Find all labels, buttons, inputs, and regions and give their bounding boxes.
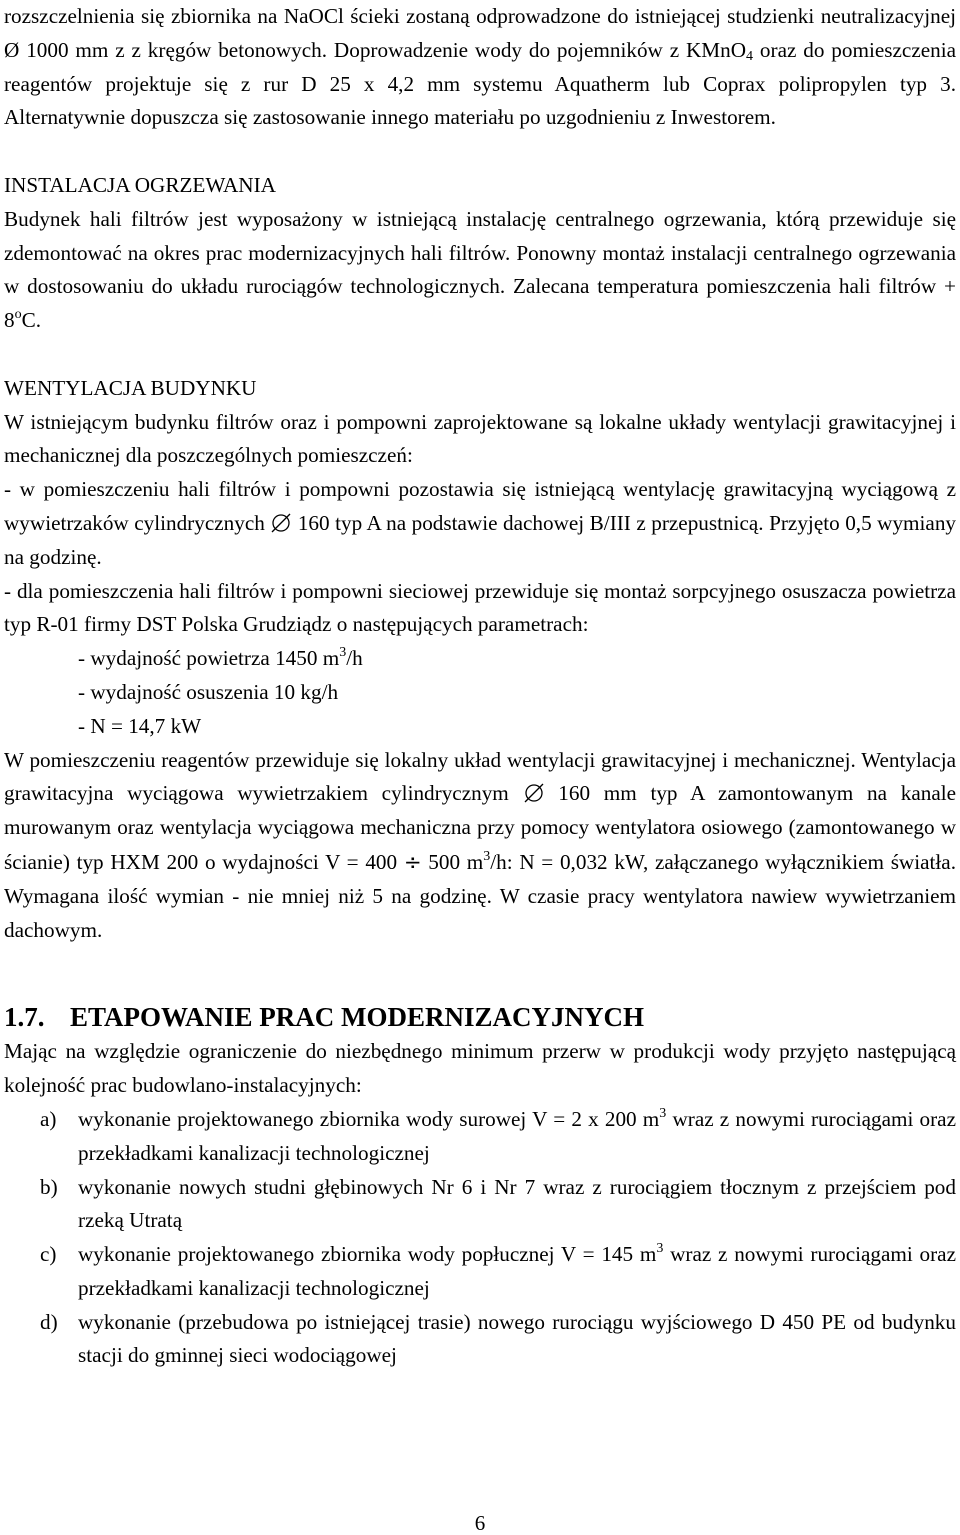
list-item-text: wykonanie (przebudowa po istniejącej trasie) nowego rurociągu wyjściowego D 450 PE od budynku stacji do gminnej sieci wodociągowej — [78, 1309, 956, 1368]
section-title — [4, 999, 956, 1035]
heating-heading: INSTALACJA OGRZEWANIA — [4, 172, 276, 197]
vent-p2-text-b: 160 typ A na podstawie dachowej B/III z przepustnicą. Przyjęto 0,5 wymiany na godzinę. — [4, 510, 957, 569]
list-marker: b) — [40, 1174, 58, 1199]
list-item-text: wykonanie projektowanego zbiornika wody popłucznej V = 145 m — [78, 1242, 657, 1267]
section-number: 1.7. — [4, 1002, 45, 1033]
vent-p4-text-a: W pomieszczeniu reagentów przewiduje się lokalny układ wentylacji grawitacyjnej i mechanicznej. Wentylacja grawitacyjna wyciągowa wywietrzakiem cylindrycznym — [4, 747, 956, 806]
param-airflow-text: - wydajność powietrza 1450 m — [78, 646, 340, 671]
param-power: - N = 14,7 kW — [78, 713, 202, 738]
page-number: 6 — [474, 1511, 486, 1535]
param-drying: - wydajność osuszenia 10 kg/h — [78, 679, 339, 704]
heating-text: Budynek hali filtrów jest wyposażony w istniejącą instalację centralnego ogrzewania, którą przewiduje się zdemontować na okres prac modernizacyjnych hali filtrów. Ponowny montaż instalacji centralnego ogrzewania w dostosowaniu do układu rurociągów technologicznych. Zalecana temperatura pomieszczenia hali filtrów + 8 — [4, 206, 956, 333]
ventilation-paragraph-3: - dla pomieszczenia hali filtrów i pompowni sieciowej przewiduje się montaż sorpcyjnego osuszacza powietrza typ R-01 firmy DST Polska Grudziądz o następujących parametrach: — [4, 578, 956, 637]
vent-p4-text-b: 160 mm typ A zamontowanym na kanale murowanym oraz wentylacja wyciągowa mechaniczna przy pomocy wentylatora osiowego (zamontowanego w ścianie) typ HXM 200 o wydajności V = 400 — [4, 781, 957, 874]
diameter-symbol: Ø — [4, 37, 20, 62]
cubic-superscript: 3 — [339, 645, 347, 661]
intro-text-1: rozszczelnienia się zbiornika na NaOCl ścieki zostaną odprowadzone do istniejącej studzienki neutralizacyjnej — [4, 4, 956, 28]
heating-paragraph — [4, 203, 956, 338]
vent-p2-text-a: - w pomieszczeniu hali filtrów i pompowni pozostawia się istniejącą wentylację grawitacyjną wyciągową z wywietrzaków cylindrycznych — [4, 477, 956, 535]
section-intro: Mając na względzie ograniczenie do niezbędnego minimum przerw w produkcji wody przyjęto następującą kolejność prac budowlano-instalacyjnych: — [4, 1039, 956, 1098]
empty-set-diameter-icon — [270, 513, 292, 533]
division-symbol: ÷ — [403, 848, 422, 874]
subscript-4: 4 — [746, 48, 754, 64]
empty-set-diameter-icon — [523, 783, 545, 803]
intro-text-3: oraz do pomieszczenia reagentów projektuje się z rur D 25 x 4,2 mm systemu Aquatherm lub Coprax polipropylen typ 3. Alternatywnie dopuszcza się zastosowanie innego materiału po uzgodnieniu z Inwestorem. — [4, 37, 957, 130]
list-item-text-2: wraz z nowymi rurociągami oraz przekładkami kanalizacji technologicznej — [78, 1106, 956, 1165]
cubic-superscript: 3 — [483, 848, 491, 864]
vent-p4-text-c: 500 m — [428, 849, 484, 874]
list-marker: d) — [40, 1309, 58, 1334]
list-item — [4, 1238, 956, 1306]
section-title-text: ETAPOWANIE PRAC MODERNIZACYJNYCH — [70, 1002, 645, 1033]
intro-text-2: 1000 mm z z kręgów betonowych. Doprowadzenie wody do pojemników z KMnO — [26, 37, 747, 62]
ventilation-paragraph-4 — [4, 744, 956, 948]
list-item-text-2: wraz z nowymi rurociągami oraz przekładkami kanalizacji technologicznej — [78, 1242, 956, 1300]
stage-list — [4, 1103, 956, 1373]
ventilation-paragraph-2 — [4, 473, 956, 574]
list-item — [4, 1103, 956, 1171]
list-item-text: wykonanie projektowanego zbiornika wody surowej V = 2 x 200 m — [78, 1106, 660, 1131]
list-item-text: wykonanie nowych studni głębinowych Nr 6 i Nr 7 wraz z rurociągiem tłocznym z przejściem pod rzeką Utratą — [78, 1174, 956, 1233]
list-marker: c) — [40, 1242, 57, 1267]
cubic-superscript: 3 — [659, 1105, 667, 1121]
param-airflow-unit: /h — [346, 646, 363, 671]
ventilation-heading: WENTYLACJA BUDYNKU — [4, 375, 257, 400]
ventilation-paragraph-1: W istniejącym budynku filtrów oraz i pompowni zaprojektowane są lokalne układy wentylacji grawitacyjnej i mechanicznej dla poszczególnych pomieszczeń: — [4, 409, 956, 468]
list-item — [4, 1306, 956, 1374]
degree-superscript: o — [14, 307, 22, 323]
celsius-unit: C. — [21, 308, 42, 333]
list-marker: a) — [40, 1106, 57, 1131]
param-airflow — [4, 642, 956, 676]
document-page — [4, 0, 956, 1373]
list-item — [4, 1171, 956, 1239]
vent-p4-text-d: /h: N = 0,032 kW, załączanego wyłącznikiem światła. Wymagana ilość wymian - nie mniej niż 5 na godzinę. W czasie pracy wentylatora nawiew wywietrzaniem dachowym. — [4, 849, 956, 942]
intro-paragraph — [4, 0, 956, 135]
cubic-superscript: 3 — [656, 1241, 664, 1257]
